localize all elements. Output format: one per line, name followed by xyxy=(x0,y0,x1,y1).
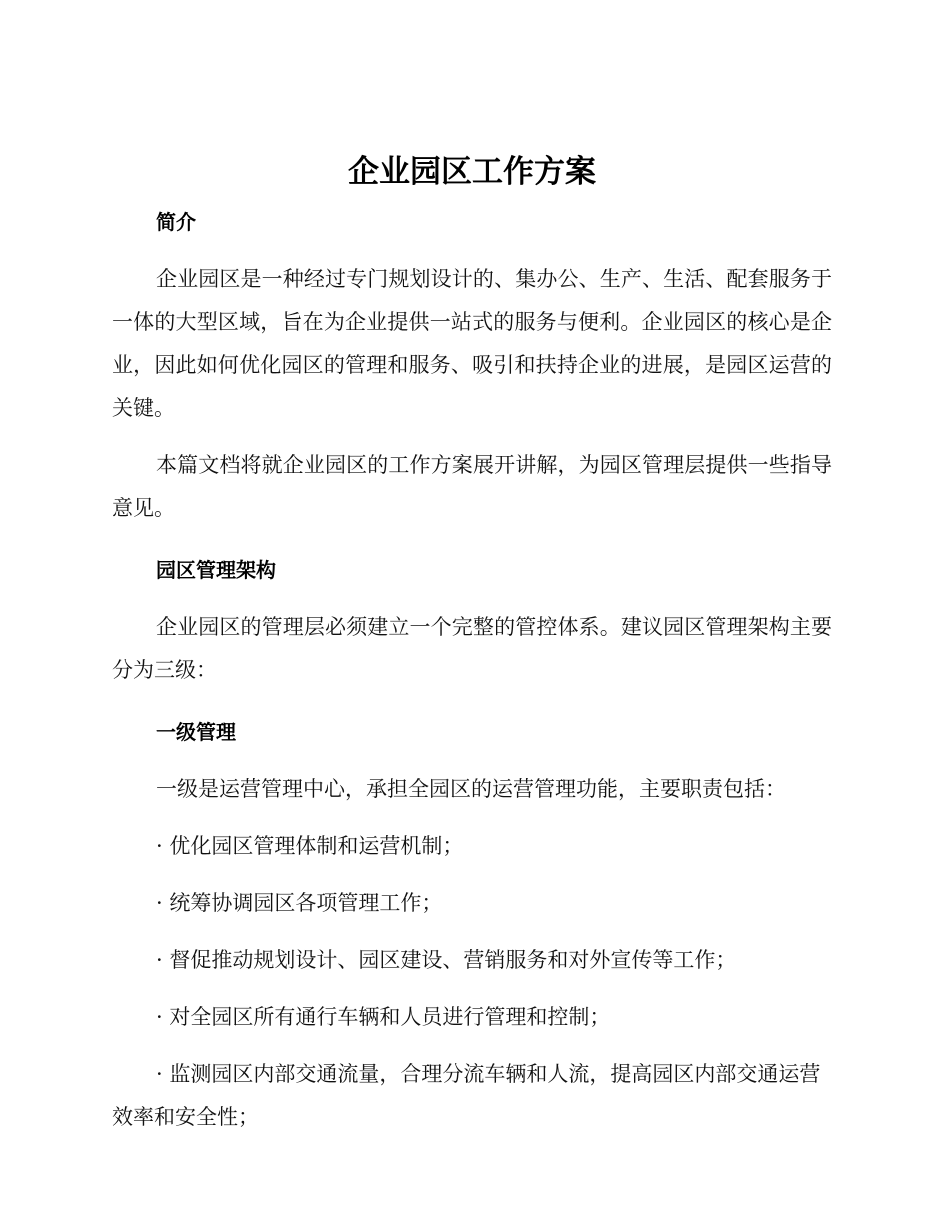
spacer xyxy=(112,692,832,718)
section-heading-intro: 简介 xyxy=(156,210,196,234)
structure-paragraph-1: 企业园区的管理层必须建立一个完整的管控体系。建议园区管理架构主要分为三级： xyxy=(112,615,832,682)
spacer xyxy=(112,530,832,556)
spacer xyxy=(112,746,832,768)
section-heading-level1: 一级管理 xyxy=(156,720,236,744)
list-item: · 监测园区内部交通流量，合理分流车辆和人流，提高园区内部交通运营效率和安全性； xyxy=(112,1062,821,1129)
list-item: · 统筹协调园区各项管理工作； xyxy=(156,891,443,915)
list-item: · 对全园区所有通行车辆和人员进行管理和控制； xyxy=(156,1005,611,1029)
document-title: 企业园区工作方案 xyxy=(348,154,596,190)
level1-paragraph-1: 一级是运营管理中心，承担全园区的运营管理功能，主要职责包括： xyxy=(156,777,786,801)
intro-paragraph-1: 企业园区是一种经过专门规划设计的、集办公、生产、生活、配套服务于一体的大型区域，旨在为企业提供一站式的服务与便利。企业园区的核心是企业，因此如何优化园区的管理和服务、吸引和扶持企业的进展，是园区运营的关键。 xyxy=(112,267,832,420)
list-item: · 督促推动规划设计、园区建设、营销服务和对外宣传等工作； xyxy=(156,948,737,972)
spacer xyxy=(112,925,832,939)
list-item: · 优化园区管理体制和运营机制； xyxy=(156,834,464,858)
spacer xyxy=(112,236,832,258)
spacer xyxy=(112,868,832,882)
spacer xyxy=(112,1039,832,1053)
section-heading-structure: 园区管理架构 xyxy=(156,558,276,582)
intro-paragraph-2: 本篇文档将就企业园区的工作方案展开讲解，为园区管理层提供一些指导意见。 xyxy=(112,453,832,520)
spacer xyxy=(112,430,832,444)
spacer xyxy=(112,584,832,606)
document-body xyxy=(112,150,832,1139)
spacer xyxy=(112,982,832,996)
spacer xyxy=(112,811,832,825)
